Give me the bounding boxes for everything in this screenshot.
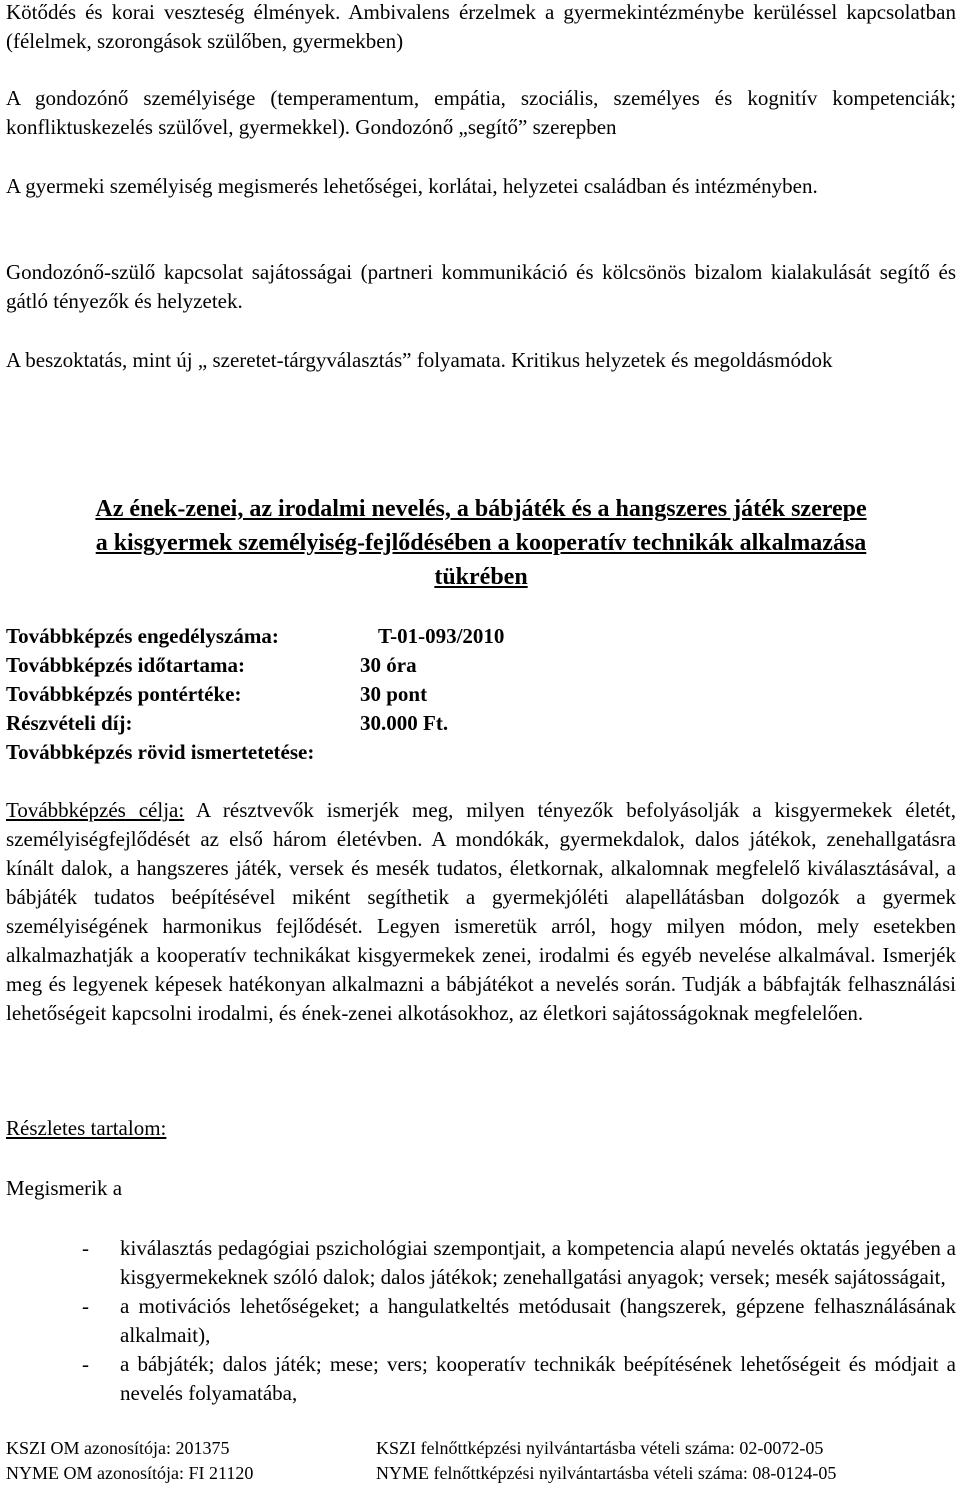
fact-value: 30 pont	[360, 682, 428, 706]
footer-ksz-registry-number: KSZI felnőttképzési nyilvántartásba vételi száma: 02-0072-05	[376, 1438, 824, 1458]
course-title-line-3: tükrében	[434, 564, 528, 590]
fact-row	[6, 651, 504, 680]
list-item	[82, 1350, 956, 1408]
list-item-text: kiválasztás pedagógiai pszichológiai szempontjait, a kompetencia alapú nevelés oktatás jegyében a kisgyermekeknek szóló dalok; dalos játékok; zenehallgatási anyagok; versek; mesék sajátosságait,	[120, 1236, 956, 1289]
details-label: Részletes tartalom:	[6, 1116, 167, 1140]
goal-paragraph	[6, 796, 956, 1028]
goal-label: Továbbképzés célja:	[6, 798, 185, 822]
footer-nyme-om-id: NYME OM azonosítója: FI 21120	[6, 1463, 254, 1483]
fact-value: 30.000 Ft.	[360, 711, 449, 735]
course-title	[6, 492, 956, 594]
course-facts	[6, 622, 504, 767]
footer-row	[6, 1436, 956, 1461]
fact-label: Továbbképzés engedélyszáma:	[6, 624, 279, 648]
page-footer	[6, 1436, 956, 1486]
learn-intro: Megismerik a	[6, 1176, 123, 1200]
fact-row	[6, 709, 504, 738]
content-list	[82, 1234, 956, 1408]
fact-row	[6, 680, 504, 709]
fact-label: Továbbképzés időtartama:	[6, 653, 245, 677]
fact-label: Továbbképzés pontértéke:	[6, 682, 242, 706]
list-dash: -	[82, 1352, 89, 1376]
list-dash: -	[82, 1294, 89, 1318]
footer-ksz-om-id: KSZI OM azonosítója: 201375	[6, 1438, 230, 1458]
footer-nyme-registry-number: NYME felnőttképzési nyilvántartásba vételi száma: 08-0124-05	[376, 1463, 837, 1483]
course-title-line-1: Az ének-zenei, az irodalmi nevelés, a bábjáték és a hangszeres játék szerepe	[95, 496, 867, 522]
fact-value: T-01-093/2010	[378, 624, 505, 648]
list-item	[82, 1292, 956, 1350]
fact-row	[6, 622, 504, 651]
details-heading	[6, 1114, 956, 1143]
summary-label: Továbbképzés rövid ismertetetése:	[6, 740, 315, 764]
footer-row	[6, 1461, 956, 1486]
intro-paragraph-child-personality: A gyermeki személyiség megismerés lehetőségei, korlátai, helyzetei családban és intézményben.	[6, 174, 818, 198]
goal-text: A résztvevők ismerjék meg, milyen tényezők befolyásolják a kisgyermekek életét, személyiségfejlődését az első három életévben. A mondókák, gyermekdalok, dalos játékok, zenehallgatásra kínált dalok, a hangszeres játék, versek és mesék tudatos, életkornak, alkalomnak megfelelő kiválasztásával, a bábjáték tudatos beépítésével miként segíthetik a gyermekjóléti alapellátásban dolgozók a gyermek személyiségének harmonikus fejlődését. Legyen ismeretük arról, hogy milyen módon, mely esetekben alkalmazhatják a kooperatív technikákat kisgyermekek zenei, irodalmi és egyéb nevelése alkalmával. Ismerjék meg és legyenek képesek hatékonyan alkalmazni a bábjátékot a nevelés során. Tudják a bábfajták felhasználási lehetőségeit kapcsolni irodalmi, és ének-zenei alkotásokhoz, az életkori sajátosságoknak megfelelően.	[6, 798, 956, 1025]
fact-value: 30 óra	[360, 653, 417, 677]
list-item	[82, 1234, 956, 1292]
intro-paragraph-settling-in: A beszoktatás, mint új „ szeretet-tárgyválasztás” folyamata. Kritikus helyzetek és megoldásmódok	[6, 348, 833, 372]
list-dash: -	[82, 1236, 89, 1260]
list-item-text: a motivációs lehetőségeket; a hangulatkeltés metódusait (hangszerek, gépzene felhasználásának alkalmait),	[120, 1294, 956, 1347]
fact-label: Részvételi díj:	[6, 711, 133, 735]
list-item-text: a bábjáték; dalos játék; mese; vers; kooperatív technikák beépítésének lehetőségeit és módjait a nevelés folyamatába,	[120, 1352, 956, 1405]
intro-paragraph-caregiver-personality: A gondozónő személyisége (temperamentum, empátia, szociális, személyes és kognitív kompetenciák; konfliktuskezelés szülővel, gyermekkel). Gondozónő „segítő” szerepben	[6, 86, 956, 139]
intro-paragraph-caregiver-parent: Gondozónő-szülő kapcsolat sajátosságai (partneri kommunikáció és kölcsönös bizalom kialakulását segítő és gátló tényezők és helyzetek.	[6, 260, 956, 313]
course-title-line-2: a kisgyermek személyiség-fejlődésében a kooperatív technikák alkalmazása	[95, 530, 867, 556]
intro-paragraph-attachment: Kötődés és korai veszteség élmények. Ambivalens érzelmek a gyermekintézménybe kerüléssel kapcsolatban (félelmek, szorongások szülőben, gyermekben)	[6, 0, 956, 53]
